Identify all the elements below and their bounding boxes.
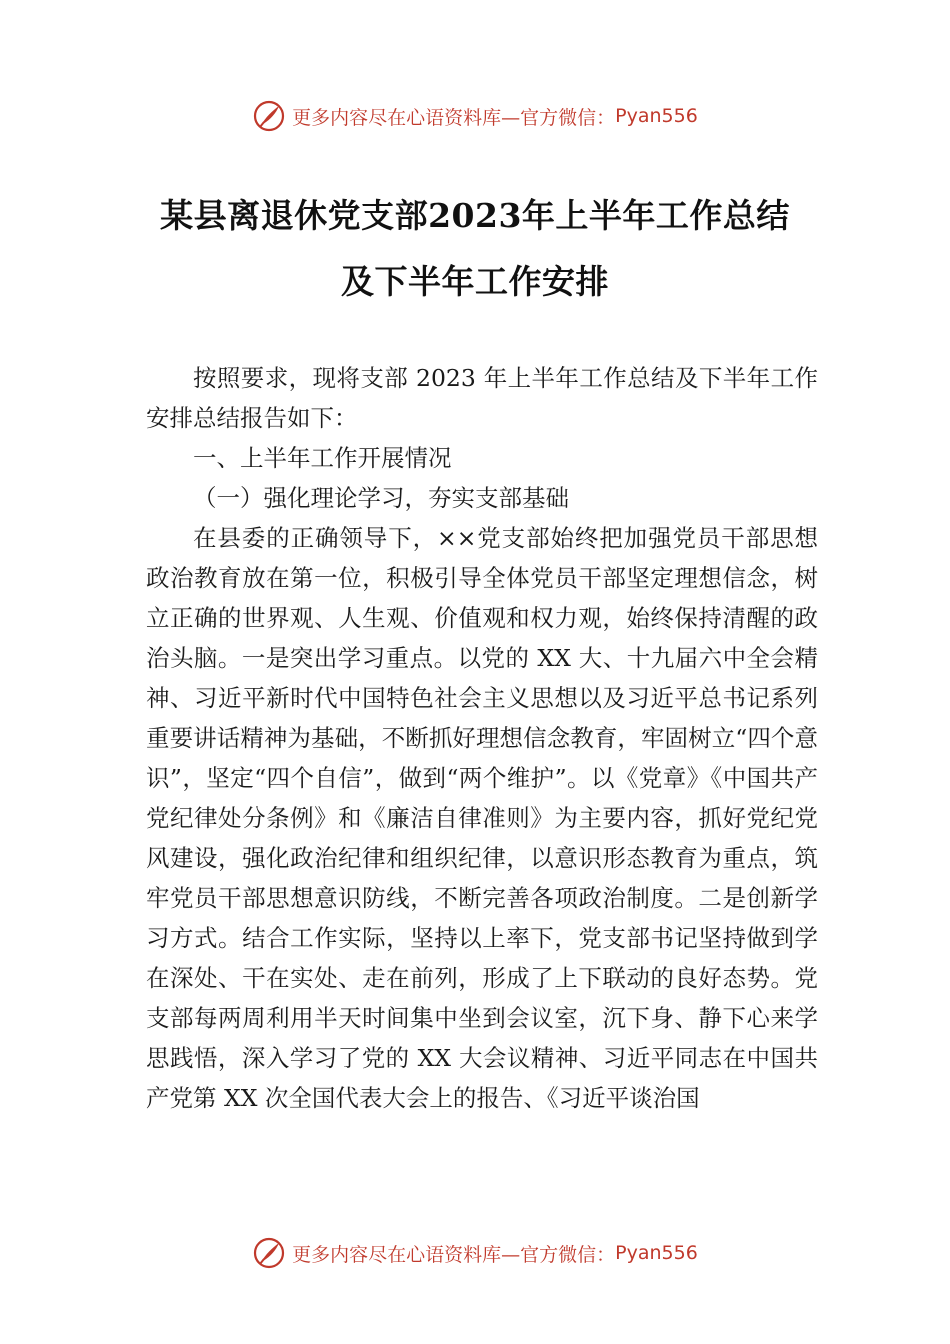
watermark-text: 更多内容尽在心语资料库—官方微信： <box>292 106 616 129</box>
intro-paragraph: 按照要求，现将支部 2023 年上半年工作总结及下半年工作安排总结报告如下： <box>146 364 818 432</box>
watermark-banner-top <box>0 96 950 136</box>
quill-pen-circle-icon <box>252 1236 286 1270</box>
document-body <box>146 358 818 1118</box>
subsection-heading-1: （一）强化理论学习，夯实支部基础 <box>193 484 569 512</box>
watermark-wechat-id: Pyan556 <box>615 105 698 127</box>
body-paragraph: 在县委的正确领导下，××党支部始终把加强党员干部思想政治教育放在第一位，积极引导全体党员干部坚定理想信念，树立正确的世界观、人生观、价值观和权力观，始终保持清醒的政治头脑。一是突出学习重点。以党的 XX 大、十九届六中全会精神、习近平新时代中国特色社会主义思想以及习近平总书记系列重要讲话精神为基础，不断抓好理想信念教育，牢固树立“四个意识”，坚定“四个自信”，做到“两个维护”。以《党章》《中国共产党纪律处分条例》和《廉洁自律准则》为主要内容，抓好党纪党风建设，强化政治纪律和组织纪律，以意识形态教育为重点，筑牢党员干部思想意识防线，不断完善各项政治制度。二是创新学习方式。结合工作实际，坚持以上率下，党支部书记坚持做到学在深处、干在实处、走在前列，形成了上下联动的良好态势。党支部每两周利用半天时间集中坐到会议室，沉下身、静下心来学思践悟，深入学习了党的 XX 大会议精神、习近平同志在中国共产党第 XX 次全国代表大会上的报告、《习近平谈治国 <box>146 524 818 1112</box>
watermark-text: 更多内容尽在心语资料库—官方微信： <box>292 1243 616 1266</box>
section-heading-1: 一、上半年工作开展情况 <box>193 444 452 472</box>
quill-pen-circle-icon <box>252 99 286 133</box>
document-title-line-2: 及下半年工作安排 <box>341 262 609 301</box>
watermark-wechat-id: Pyan556 <box>615 1242 698 1264</box>
watermark-banner-bottom <box>0 1233 950 1273</box>
document-title-line-1: 某县离退休党支部2023年上半年工作总结 <box>160 196 790 235</box>
